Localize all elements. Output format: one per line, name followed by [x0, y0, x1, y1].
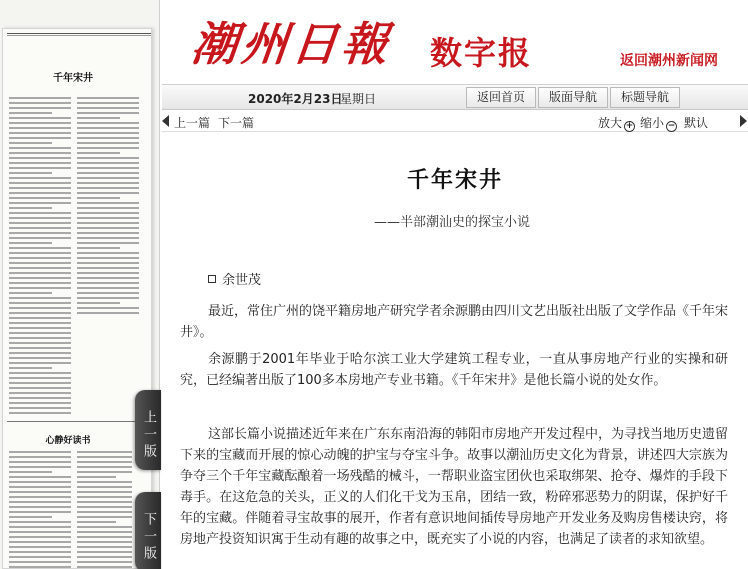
thumbnail-text-column — [77, 451, 132, 569]
article-toolbar — [162, 112, 748, 132]
site-banner — [162, 0, 748, 80]
title-nav-button[interactable]: 标题导航 — [610, 87, 680, 108]
home-button[interactable]: 返回首页 — [466, 87, 536, 108]
thumbnail-text-column — [9, 97, 71, 417]
author-name: 余世茂 — [222, 273, 262, 288]
article-paragraph: 余源鹏于2001年毕业于哈尔滨工业大学建筑工程专业，一直从事房地产行业的实操和研究，已经编著出版了100多本房地产专业书籍。《千年宋井》是他长篇小说的处女作。 — [180, 352, 728, 388]
article-body — [162, 133, 748, 569]
digital-edition-label: 数字报 — [430, 34, 533, 72]
thumbnail-text-column — [77, 97, 139, 317]
next-page-tab[interactable]: 下一版 — [135, 492, 161, 569]
page-nav-button[interactable]: 版面导航 — [538, 87, 608, 108]
zoom-out-button[interactable] — [640, 114, 677, 132]
newspaper-logo[interactable]: 潮州日報 — [188, 17, 395, 71]
zoom-in-label: 放大 — [598, 116, 623, 130]
thumbnail-section-title[interactable]: 心静好读书 — [45, 436, 91, 446]
article-subtitle: ——半部潮汕史的探宝小说 — [374, 215, 531, 230]
next-article-link[interactable]: 下一篇 — [218, 116, 255, 130]
thumbnail-section-rule — [7, 421, 147, 422]
prev-article-link[interactable]: 上一篇 — [174, 116, 211, 130]
article-author — [208, 269, 261, 288]
minus-icon: − — [667, 121, 676, 131]
newspaper-page-image[interactable] — [2, 28, 152, 569]
issue-weekday: 星期日 — [340, 92, 377, 106]
plus-icon: + — [625, 121, 634, 131]
page-thumbnail[interactable] — [0, 0, 160, 569]
thumbnail-article-title[interactable]: 千年宋井 — [53, 73, 93, 84]
date-nav-bar — [162, 84, 748, 110]
author-marker-icon — [208, 275, 216, 283]
thumbnail-text-column — [9, 451, 71, 569]
return-news-site-link[interactable]: 返回潮州新闻网 — [620, 53, 718, 69]
article-paragraph: 最近，常住广州的饶平籍房地产研究学者余源鹏由四川文艺出版社出版了文学作品《千年宋井》。 — [180, 304, 729, 340]
zoom-default-button[interactable]: 默认 — [684, 116, 709, 130]
thumbnail-top-rule — [7, 33, 151, 36]
zoom-in-button[interactable] — [598, 114, 635, 132]
zoom-out-label: 缩小 — [640, 116, 665, 130]
article-title: 千年宋井 — [406, 168, 503, 193]
article-paragraph: 这部长篇小说描述近年来在广东东南沿海的韩阳市房地产开发过程中，为寻找当地历史遗留下来的宝藏而开展的惊心动魄的护宝与夺宝斗争。故事以潮汕历史文化为背景，讲述四大宗族为争夺三个千年宝藏酝酿着一场残酷的械斗，一帮职业盗宝团伙也采取绑架、抢夺、爆炸的手段下毒手。在这危急的关头，正义的人们化干戈为玉帛，团结一致，粉碎邪恶势力的阴谋，保护好千年的宝藏。伴随着寻宝故事的展开，作者有意识地间插传导房地产开发业务及购房售楼诀窍，将房地产投资知识寓于生动有趣的故事之中，既充实了小说的内容，也满足了读者的求知欲望。 — [180, 427, 729, 547]
prev-page-tab[interactable]: 上一版 — [135, 390, 161, 470]
scroll-left-icon[interactable] — [162, 115, 169, 127]
issue-date: 2020年2月23日 — [248, 92, 343, 106]
scroll-right-icon[interactable] — [740, 115, 747, 127]
